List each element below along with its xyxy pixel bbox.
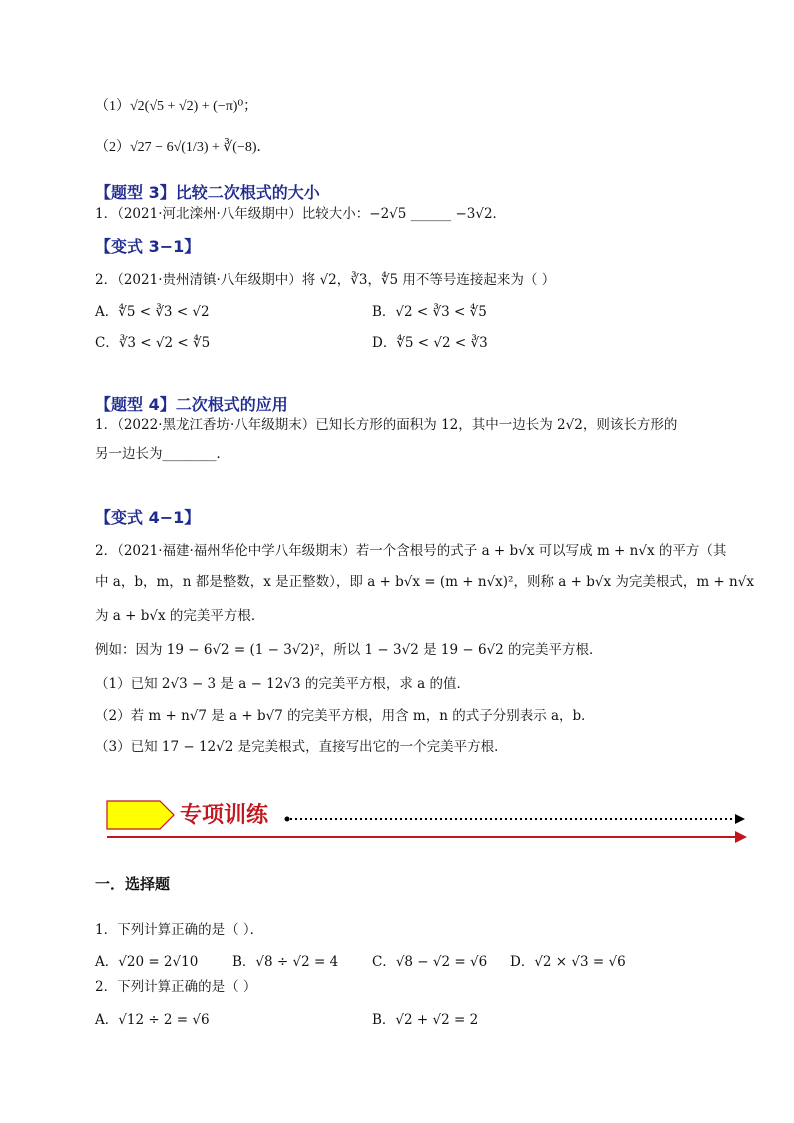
q4-item-2-line-1: 2．（2021·福建·福州华伦中学八年级期末）若一个含根号的式子 a + b√x 可以写成 m + n√x 的平方（其	[95, 543, 727, 559]
banner-title: 专项训练	[180, 802, 269, 828]
section-title: 一．选择题	[95, 875, 171, 893]
q4-item-1-line-2: 另一边长为________．	[95, 446, 230, 462]
variant-3-1-heading: 【变式 3−1】	[95, 237, 201, 256]
q4-item-2-example: 例如：因为 19 − 6√2 = (1 − 3√2)²，所以 1 − 3√2 是 19 − 6√2 的完美平方根．	[95, 642, 603, 658]
q3-option-b: B．√2 < ∛3 < ∜5	[372, 304, 487, 320]
q3-item-1: 1．（2021·河北滦州·八年级期中）比较大小：−2√5 ______ −3√2．	[95, 206, 507, 222]
banner-dotted-arrow-icon	[735, 814, 745, 824]
q4-item-2-line-3: 为 a + b√x 的完美平方根．	[95, 608, 265, 624]
banner-dot-icon	[285, 817, 290, 822]
practice-1-option-b: B．√8 ÷ √2 = 4	[232, 954, 339, 970]
q3-option-d: D．∜5 < √2 < ∛3	[372, 335, 488, 351]
practice-2-option-b: B．√2 + √2 = 2	[372, 1012, 479, 1028]
q4-item-2-line-2: 中 a，b，m，n 都是整数，x 是正整数），即 a + b√x = (m + n√x)²，则称 a + b√x 为完美根式，m + n√x	[95, 574, 754, 590]
banner-red-arrow-icon	[735, 831, 747, 843]
q3-option-c: C．∛3 < √2 < ∜5	[95, 335, 211, 351]
question-type-4-heading: 【题型 4】二次根式的应用	[95, 395, 288, 414]
practice-question-1: 1．下列计算正确的是（ ）．	[95, 922, 264, 938]
q4-item-2-sub-2: （2）若 m + n√7 是 a + b√7 的完美平方根，用含 m，n 的式子分别表示 a，b．	[95, 708, 595, 724]
problem-1-part-1: （1）√2(√5 + √2) + (−π)⁰；	[95, 99, 258, 114]
practice-question-2: 2．下列计算正确的是（ ）	[95, 979, 257, 995]
practice-1-option-c: C．√8 − √2 = √6	[372, 954, 488, 970]
practice-1-option-d: D．√2 × √3 = √6	[510, 954, 626, 970]
q4-item-1-line-1: 1．（2022·黑龙江香坊·八年级期末）已知长方形的面积为 12，其中一边长为 2√2，则该长方形的	[95, 417, 678, 433]
q3-option-a: A．∜5 < ∛3 < √2	[95, 304, 210, 320]
practice-2-option-a: A．√12 ÷ 2 = √6	[95, 1012, 210, 1028]
q4-item-2-sub-3: （3）已知 17 − 12√2 是完美根式，直接写出它的一个完美平方根．	[95, 739, 508, 755]
variant-4-1-heading: 【变式 4−1】	[95, 508, 201, 527]
banner-arrow-icon	[107, 801, 174, 829]
practice-1-option-a: A．√20 = 2√10	[95, 954, 199, 970]
q3-item-2: 2．（2021·贵州清镇·八年级期中）将 √2，∛3，∜5 用不等号连接起来为（ ）	[95, 272, 556, 288]
question-type-3-heading: 【题型 3】比较二次根式的大小	[95, 183, 320, 202]
problem-1-part-2: （2）√27 − 6√(1/3) + ∛(−8)．	[95, 140, 271, 155]
q4-item-2-sub-1: （1）已知 2√3 − 3 是 a − 12√3 的完美平方根，求 a 的值．	[95, 676, 470, 692]
